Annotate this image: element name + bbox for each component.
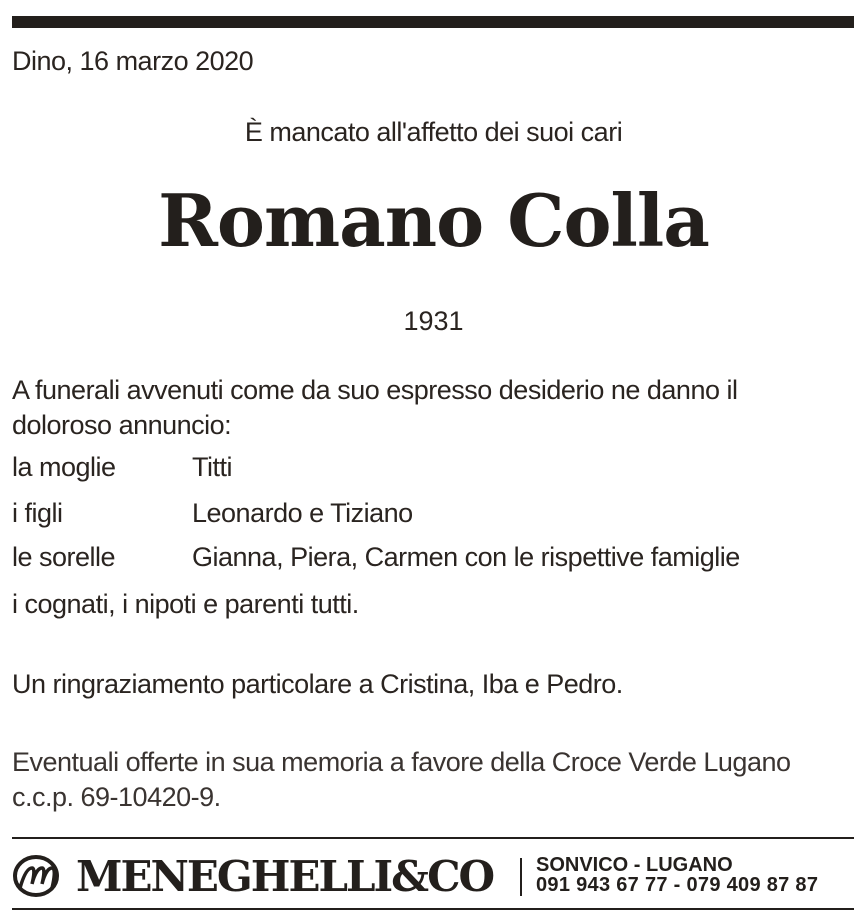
family-row (12, 452, 232, 483)
agency-brand: MENEGHELLI&CO (76, 852, 494, 901)
family-row (12, 498, 413, 529)
family-row (12, 542, 740, 573)
family-names: Leonardo e Tiziano (192, 498, 413, 528)
donations-text: Eventuali offerte in sua memoria a favore della Croce Verde Lugano c.c.p. 69-10420-9. (12, 747, 791, 812)
family-names: Titti (192, 452, 232, 482)
family-relation: la moglie (12, 452, 116, 482)
agency-location: SONVICO - LUGANO (536, 854, 733, 876)
top-border-bar (12, 16, 854, 28)
funeral-agency-footer (12, 848, 854, 904)
birth-year: 1931 (403, 306, 464, 336)
place-date: Dino, 16 marzo 2020 (12, 46, 254, 76)
thanks-text: Un ringraziamento particolare a Cristina, Iba e Pedro. (12, 669, 623, 699)
family-names: Gianna, Piera, Carmen con le rispettive famiglie (192, 542, 740, 572)
announcement-text: A funerali avvenuti come da suo espresso desiderio ne danno il doloroso annuncio: (12, 375, 738, 440)
footer-divider (520, 858, 522, 896)
footer-bottom-rule (12, 908, 854, 910)
agency-phones: 091 943 67 77 - 079 409 87 87 (536, 874, 819, 896)
intro-line: È mancato all'affetto dei suoi cari (244, 117, 623, 147)
family-relation: le sorelle (12, 542, 116, 572)
meneghelli-monogram-icon (12, 854, 64, 898)
footer-top-rule (12, 837, 854, 839)
deceased-name: Romano Colla (158, 178, 709, 263)
family-relation: i figli (12, 498, 63, 528)
other-relatives: i cognati, i nipoti e parenti tutti. (12, 589, 359, 619)
